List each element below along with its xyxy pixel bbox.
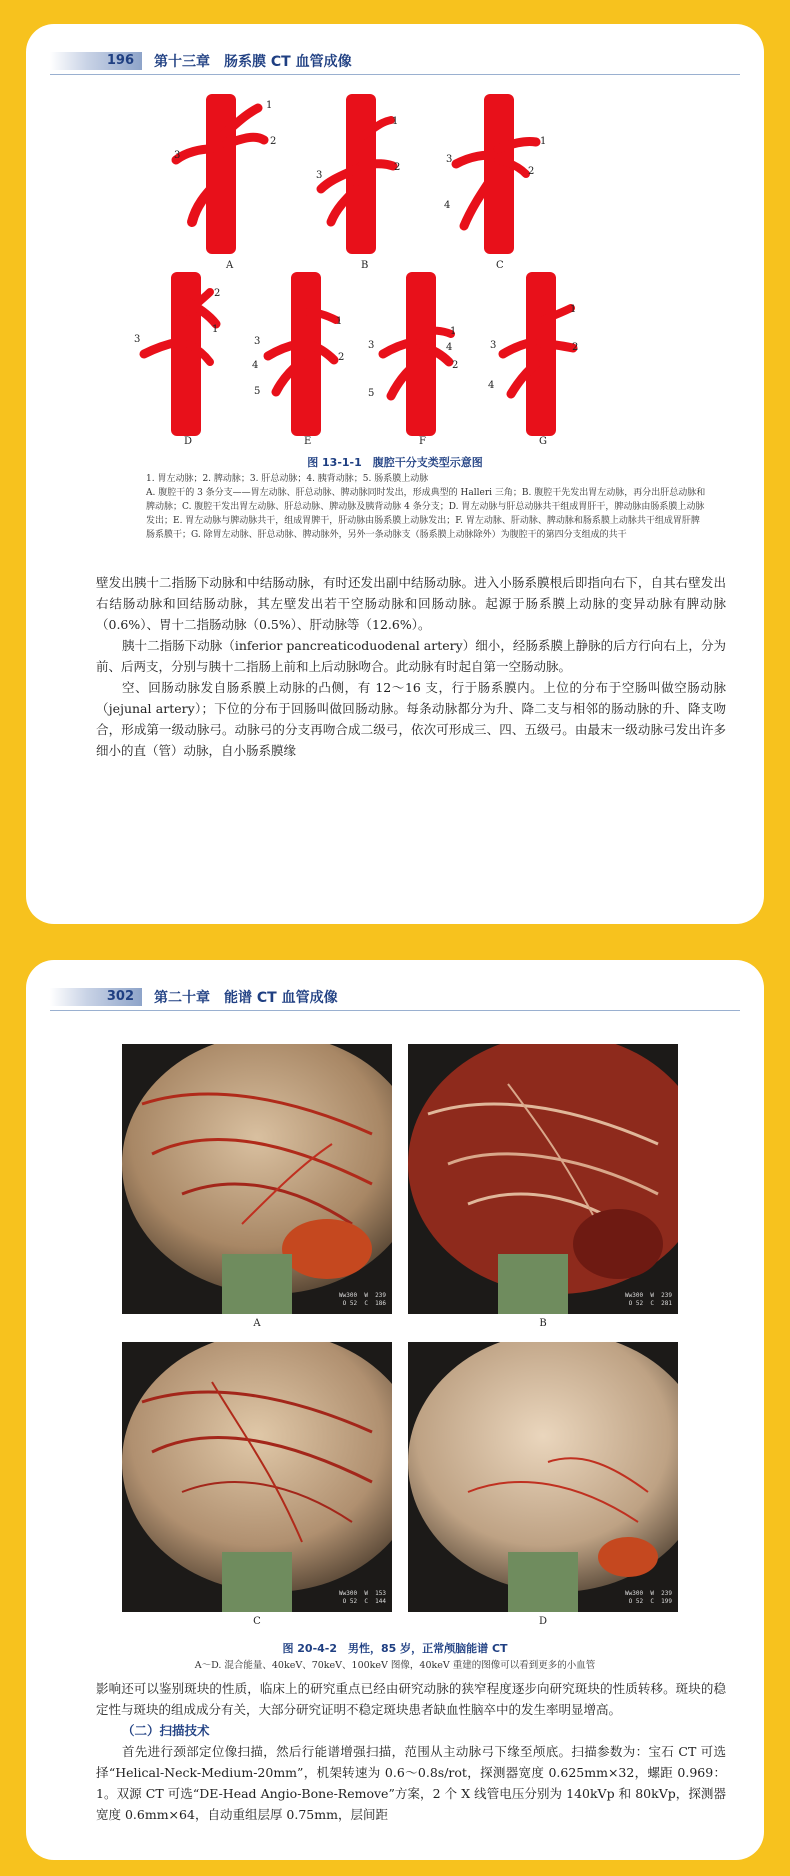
panel-letter-c: C <box>496 260 504 271</box>
figure-caption: 图 20-4-2 男性，85 岁，正常颅脑能谱 CT <box>282 1642 508 1655</box>
label-f-4: 4 <box>446 342 453 353</box>
chapter-title: 第二十章 能谱 CT 血管成像 <box>154 990 338 1006</box>
label-b-3: 3 <box>316 170 323 181</box>
label-f-5: 5 <box>368 388 375 399</box>
section-title: （二）扫描技术 <box>122 1723 210 1738</box>
label-b-1: 1 <box>392 116 399 127</box>
paragraph-1: 壁发出胰十二指肠下动脉和中结肠动脉，有时还发出副中结肠动脉。进入小肠系膜根后即指向右下，自其右壁发出右结肠动脉和回结肠动脉，其左壁发出若干空肠动脉和回肠动脉。起源于肠系膜上动脉的变异动脉有脾动脉（0.6%）、胃十二指肠动脉（0.5%）、肝动脉等（12.6%）。 <box>96 575 726 632</box>
label-e-1: 1 <box>336 316 343 327</box>
label-f-2: 2 <box>452 360 459 371</box>
image-overlay-text: Ww300 W 239 O 52 C 186 <box>339 1292 386 1307</box>
page-number: 302 <box>50 988 142 1006</box>
label-c-3: 3 <box>446 154 453 165</box>
label-f-3: 3 <box>368 340 375 351</box>
label-f-1: 1 <box>450 326 457 337</box>
label-e-3: 3 <box>254 336 261 347</box>
ct-image-b <box>408 1044 678 1314</box>
ct-image-d <box>408 1342 678 1612</box>
label-a-1: 1 <box>266 100 273 111</box>
label-c-4: 4 <box>444 200 451 211</box>
label-g-2: 2 <box>572 342 579 353</box>
panel-letter-a: A <box>226 260 234 271</box>
page-card-196 <box>26 24 764 924</box>
label-e-5: 5 <box>254 386 261 397</box>
vessel-diagram-d <box>126 272 246 444</box>
paragraph-1: 影响还可以鉴别斑块的性质，临床上的研究重点已经由研究动脉的狭窄程度逐步向研究斑块的性质转移。斑块的稳定性与斑块的组成成分有关，大部分研究证明不稳定斑块患者缺血性脑卒中的发生率明显增高。 <box>96 1681 726 1717</box>
panel-letter-e: E <box>304 436 312 447</box>
vessel-diagram-a <box>166 94 286 264</box>
figure-caption: 图 13-1-1 腹腔干分支类型示意图 <box>307 456 483 469</box>
panel-letter-a: A <box>253 1318 261 1329</box>
page-header <box>50 50 740 75</box>
label-e-4: 4 <box>252 360 259 371</box>
legend-line-1: 1. 胃左动脉；2. 脾动脉；3. 肝总动脉；4. 胰背动脉；5. 肠系膜上动脉 <box>146 474 429 484</box>
panel-letter-c: C <box>253 1616 261 1627</box>
panel-letter-g: G <box>539 436 547 447</box>
image-overlay-text: Ww300 W 239 O 52 C 199 <box>625 1590 672 1605</box>
panel-letter-d: D <box>538 1616 548 1627</box>
label-g-4: 4 <box>488 380 495 391</box>
paragraph-2: 首先进行颈部定位像扫描，然后行能谱增强扫描，范围从主动脉弓下缘至颅底。扫描参数为：宝石 CT 可选择“Helical-Neck-Medium-20mm”，机架转速为 0.6～0.8s/rot，探测器宽度 0.625mm×32，螺距 0.969：1。双源 CT 可选“DE-Head Angio-Bone-Remove”方案，2 个 X 线管电压分别为 140kVp 和 80kVp，探测器宽度 0.6mm×64，自动重组层厚 0.75mm，层间距 <box>96 1744 726 1822</box>
page-number: 196 <box>50 52 142 70</box>
label-a-3: 3 <box>174 150 181 161</box>
figure-legend <box>146 472 706 542</box>
label-d-2: 2 <box>214 288 221 299</box>
label-d-1: 1 <box>212 324 219 335</box>
label-a-2: 2 <box>270 136 277 147</box>
vessel-diagram-e <box>246 272 366 444</box>
chapter-title: 第十三章 肠系膜 CT 血管成像 <box>154 54 352 70</box>
paragraph-2: 胰十二指肠下动脉（inferior pancreaticoduodenal artery）细小，经肠系膜上静脉的后方行向右上，分为前、后两支，分别与胰十二指肠上前和上后动脉吻合。此动脉有时起自第一空肠动脉。 <box>96 638 726 674</box>
page-card-302 <box>26 960 764 1860</box>
label-g-1: 1 <box>570 304 577 315</box>
image-overlay-text: Ww300 W 153 O 52 C 144 <box>339 1590 386 1605</box>
page-header <box>50 986 740 1011</box>
label-b-2: 2 <box>394 162 401 173</box>
label-c-2: 2 <box>528 166 535 177</box>
panel-letter-d: D <box>184 436 193 447</box>
panel-letter-b: B <box>539 1318 547 1329</box>
ct-image-c <box>122 1342 392 1612</box>
vessel-diagram-f <box>361 272 481 444</box>
body-text-302 <box>96 1678 726 1825</box>
label-e-2: 2 <box>338 352 345 363</box>
panel-letter-f: F <box>419 436 426 447</box>
label-c-1: 1 <box>540 136 547 147</box>
label-d-3: 3 <box>134 334 141 345</box>
vessel-diagram-g <box>481 272 601 444</box>
panel-letter-b: B <box>361 260 369 271</box>
body-text-196 <box>96 572 726 761</box>
legend-line-2: A. 腹腔干的 3 条分支——胃左动脉、肝总动脉、脾动脉同时发出，形成典型的 Halleri 三角；B. 腹腔干先发出胃左动脉，再分出肝总动脉和脾动脉；C. 腹腔干发出胃左动脉、肝总动脉、脾动脉及胰背动脉 4 条分支；D. 胃左动脉与肝总动脉共干组成胃肝干，脾动脉由肠系膜上动脉发出；E. 胃左动脉与脾动脉共干，组成胃脾干，肝动脉由肠系膜上动脉发出；F. 胃左动脉、肝动脉、脾动脉和肠系膜上动脉共干组成胃肝脾肠系膜干；G. 除胃左动脉、肝总动脉、脾动脉外，另外一条动脉支（肠系膜上动脉除外）为腹腔干的第四分支组成的共干 <box>146 488 706 540</box>
ct-image-a <box>122 1044 392 1314</box>
image-overlay-text: Ww300 W 239 O 52 C 281 <box>625 1292 672 1307</box>
label-g-3: 3 <box>490 340 497 351</box>
figure-subcaption: A～D. 混合能量、40keV、70keV、100keV 图像，40keV 重建的图像可以看到更多的小血管 <box>194 1660 596 1671</box>
paragraph-3: 空、回肠动脉发自肠系膜上动脉的凸侧，有 12～16 支，行于肠系膜内。上位的分布于空肠叫做空肠动脉（jejunal artery）；下位的分布于回肠叫做回肠动脉。每条动脉都分为升、降二支与相邻的肠动脉的升、降支吻合，形成第一级动脉弓。动脉弓的分支再吻合成二级弓，依次可形成三、四、五级弓。由最末一级动脉弓发出许多细小的直（管）动脉，自小肠系膜缘 <box>96 680 726 758</box>
vessel-diagram-c <box>436 94 556 264</box>
